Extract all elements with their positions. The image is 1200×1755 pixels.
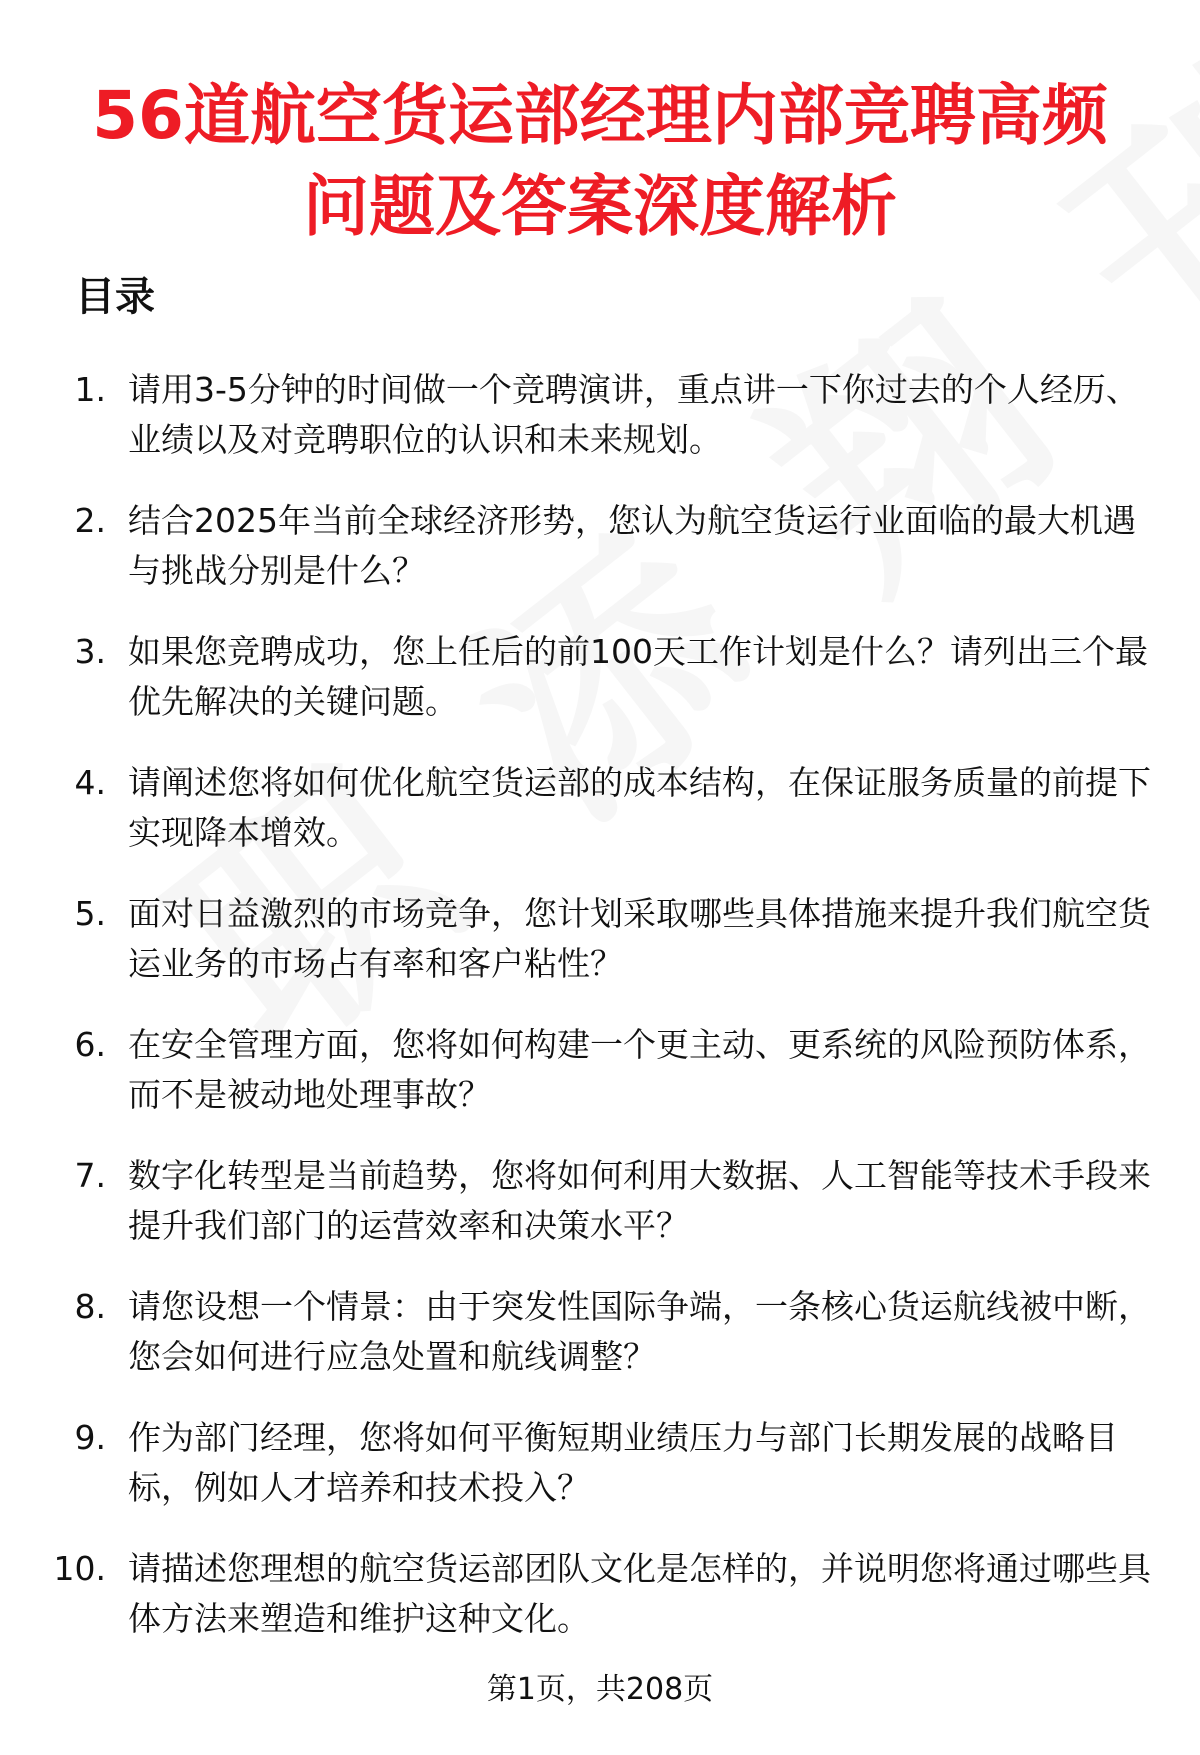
toc-item-number: 1.: [74, 370, 106, 409]
toc-item-text: 结合2025年当前全球经济形势，您认为航空货运行业面临的最大机遇与挑战分别是什么？: [128, 501, 1136, 590]
toc-item: [0, 758, 1200, 889]
toc-item: [0, 1282, 1200, 1413]
toc-list: [0, 365, 1200, 1675]
toc-item-text: 面对日益激烈的市场竞争，您计划采取哪些具体措施来提升我们航空货运业务的市场占有率和客户粘性？: [128, 894, 1151, 983]
toc-item-text: 作为部门经理，您将如何平衡短期业绩压力与部门长期发展的战略目标，例如人才培养和技术投入？: [128, 1418, 1118, 1507]
toc-item-text: 请用3-5分钟的时间做一个竞聘演讲，重点讲一下你过去的个人经历、业绩以及对竞聘职位的认识和未来规划。: [128, 370, 1139, 459]
title-line-2: 问题及答案深度解析: [303, 168, 897, 245]
toc-item-number: 9.: [74, 1418, 106, 1457]
document-title: [0, 70, 1200, 252]
toc-item-text: 如果您竞聘成功，您上任后的前100天工作计划是什么？请列出三个最优先解决的关键问题。: [128, 632, 1148, 721]
toc-item: [0, 496, 1200, 627]
toc-item-text: 在安全管理方面，您将如何构建一个更主动、更系统的风险预防体系，而不是被动地处理事故？: [128, 1025, 1151, 1114]
toc-item: [0, 365, 1200, 496]
toc-item: [0, 627, 1200, 758]
title-line-1: 56道航空货运部经理内部竞聘高频: [92, 77, 1108, 154]
toc-item: [0, 1151, 1200, 1282]
toc-heading: 目录: [75, 274, 155, 320]
toc-item: [0, 1413, 1200, 1544]
toc-item-number: 3.: [74, 632, 106, 671]
toc-item-text: 请阐述您将如何优化航空货运部的成本结构，在保证服务质量的前提下实现降本增效。: [128, 763, 1151, 852]
toc-item-number: 8.: [74, 1287, 106, 1326]
toc-item: [0, 889, 1200, 1020]
toc-item-text: 数字化转型是当前趋势，您将如何利用大数据、人工智能等技术手段来提升我们部门的运营效率和决策水平？: [128, 1156, 1151, 1245]
toc-item-number: 4.: [74, 763, 106, 802]
toc-item-text: 请您设想一个情景：由于突发性国际争端，一条核心货运航线被中断，您会如何进行应急处置和航线调整？: [128, 1287, 1151, 1376]
toc-item: [0, 1544, 1200, 1675]
toc-item-number: 7.: [74, 1156, 106, 1195]
toc-item-number: 10.: [53, 1549, 106, 1588]
toc-item: [0, 1020, 1200, 1151]
toc-item-number: 6.: [74, 1025, 106, 1064]
toc-item-number: 2.: [74, 501, 106, 540]
page-footer: 第1页，共208页: [486, 1672, 714, 1707]
toc-item-text: 请描述您理想的航空货运部团队文化是怎样的，并说明您将通过哪些具体方法来塑造和维护这种文化。: [128, 1549, 1151, 1638]
toc-item-number: 5.: [74, 894, 106, 933]
